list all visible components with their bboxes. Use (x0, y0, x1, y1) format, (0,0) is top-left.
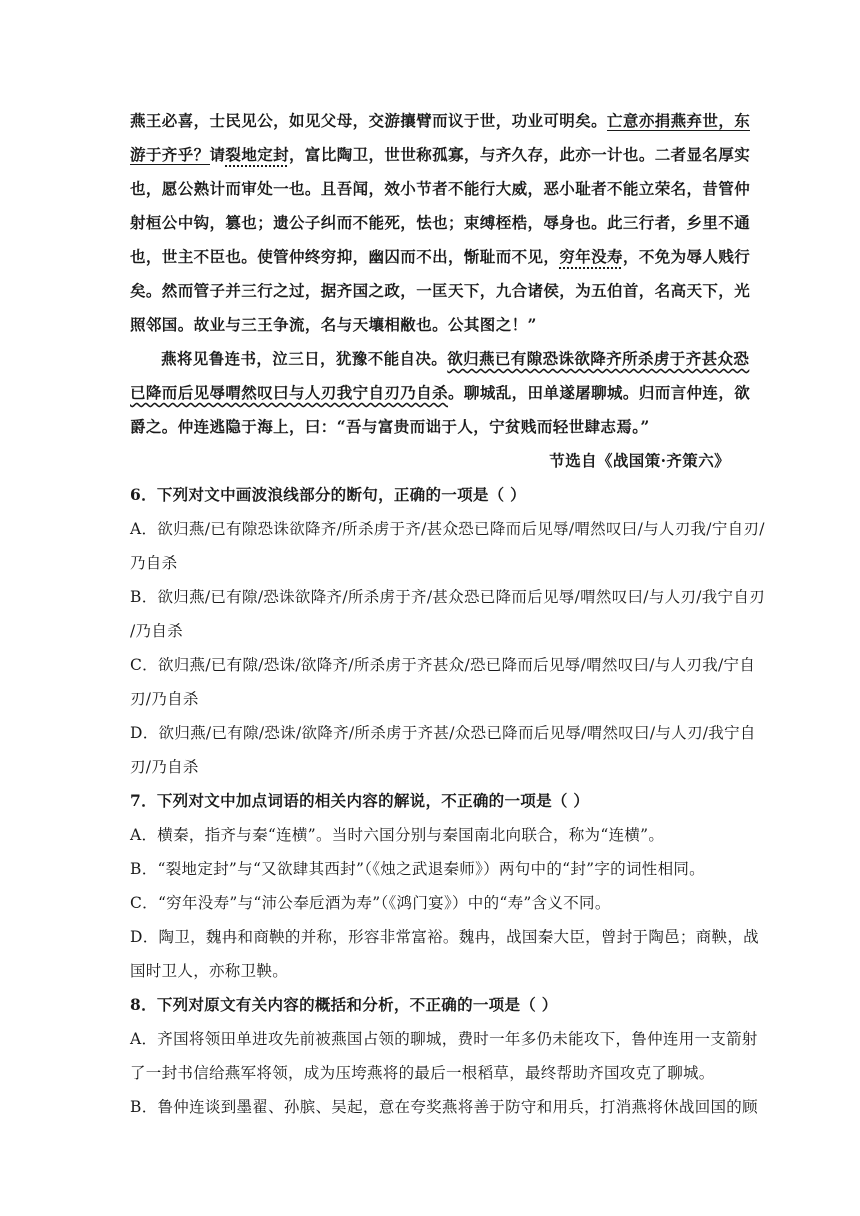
passage-line: 矣。然而管子并三行之过，据齐国之政，一匡天下，九合诸侯，为五伯首，名高天下，光 (130, 281, 751, 300)
option-c: C．欲归燕/已有隙/恐诛/欲降齐/所杀虏于齐甚众/恐已降而后见辱/喟然叹曰/与人刃我/宁自 (130, 656, 756, 674)
passage-text: 燕王必喜，士民见公，如见父母，交游攘臂而议于世，功业可明矣。 (130, 111, 608, 130)
passage-line (130, 104, 751, 138)
passage-line: 射桓公中钩，篡也；遗公子纠而不能死，怯也；束缚桎梏，辱身也。此三行者，乡里不通 (130, 213, 751, 232)
underlined-sentence: 游于齐乎？ (130, 145, 210, 164)
passage-text: ，富比陶卫，世世称孤寡，与齐久存，此亦一计也。二者显名厚实 (289, 145, 751, 164)
option-d-cont: 刃/乃自杀 (130, 758, 199, 776)
passage-line (130, 342, 750, 376)
option-b: B．“裂地定封”与“又欲肆其西封”（《烛之武退秦师》）两句中的“封”字的词性相同。 (130, 860, 705, 878)
option-d: D．欲归燕/已有隙/恐诛/欲降齐/所杀虏于齐甚/众恐已降而后见辱/喟然叹曰/与人刃/我宁自 (130, 724, 756, 742)
source-citation: 节选自《战国策·齐策六》 (549, 451, 730, 470)
question-stem: 6．下列对文中画波浪线部分的断句，正确的一项是（ ） (130, 485, 526, 504)
passage-line: 照邻国。故业与三王争流，名与天壤相敝也。公其图之！” (130, 315, 537, 334)
option-a: A．欲归燕/已有隙恐诛欲降齐/所杀虏于齐/甚众恐已降而后见辱/喟然叹曰/与人刃我/宁自刃/ (130, 520, 765, 538)
underlined-sentence: 亡意亦捐燕弃世，东 (607, 111, 751, 130)
passage-text: 请 (209, 145, 226, 164)
option-b: B．鲁仲连谈到墨翟、孙膑、吴起，意在夸奖燕将善于防守和用兵，打消燕将休战回国的顾 (130, 1098, 758, 1116)
question-6 (130, 478, 765, 784)
question-stem: 7．下列对文中加点词语的相关内容的解说，不正确的一项是（ ） (130, 791, 590, 810)
option-a-cont: 了一封书信给燕军将领，成为压垮燕将的最后一根稻草，最终帮助齐国攻克了聊城。 (130, 1064, 715, 1082)
option-b: B．欲归燕/已有隙/恐诛欲降齐/所杀虏于齐/甚众恐已降而后见辱/喟然叹曰/与人刃/我宁自刃 (130, 588, 765, 606)
passage-line (130, 240, 751, 274)
passage-line: 爵之。仲连逃隐于海上，曰：“吾与富贵而诎于人，宁贫贱而轻世肆志焉。” (130, 417, 650, 436)
passage-text: 。聊城乱，田单遂屠聊城。归而言仲连，欲 (448, 383, 751, 402)
option-a-cont: 乃自杀 (130, 554, 178, 572)
option-a: A．齐国将领田单进攻先前被燕国占领的聊城，费时一年多仍未能攻下，鲁仲连用一支箭射 (130, 1030, 758, 1048)
question-8 (130, 988, 758, 1124)
option-d: D．陶卫，魏冉和商鞅的并称，形容非常富裕。魏冉，战国秦大臣，曾封于陶邑；商鞅，战 (130, 928, 759, 946)
question-7 (130, 784, 759, 988)
option-b-cont: /乃自杀 (130, 622, 183, 640)
passage-text: 燕将见鲁连书，泣三日，犹豫不能自决。 (161, 349, 448, 368)
dotted-term: 裂地定封 (225, 145, 290, 164)
passage-line (130, 376, 751, 410)
wavy-underlined-text: 欲归燕已有隙恐诛欲降齐所杀虏于齐甚众恐 (447, 349, 750, 368)
passage-text: 也，世主不臣也。使管仲终穷抑，幽囚而不出，惭耻而不见， (130, 247, 560, 266)
wavy-underlined-text: 已降而后见辱喟然叹曰与人刃我宁自刃乃自杀 (130, 383, 449, 402)
passage-text: ，不免为辱人贱行 (622, 247, 751, 266)
dotted-term: 穷年没寿 (559, 247, 623, 266)
option-c-cont: 刃/乃自杀 (130, 690, 199, 708)
passage-line (130, 138, 751, 172)
passage (130, 104, 751, 478)
option-c: C．“穷年没寿”与“沛公奉卮酒为寿”（《鸿门宴》）中的“寿”含义不同。 (130, 894, 611, 912)
option-a: A．横秦，指齐与秦“连横”。当时六国分别与秦国南北向联合，称为“连横”。 (130, 826, 665, 844)
passage-line: 也，愿公熟计而审处一也。且吾闻，效小节者不能行大威，恶小耻者不能立荣名，昔管仲 (130, 179, 751, 198)
question-stem: 8．下列对原文有关内容的概括和分析，不正确的一项是（ ） (130, 995, 558, 1014)
option-d-cont: 国时卫人，亦称卫鞅。 (130, 962, 289, 980)
